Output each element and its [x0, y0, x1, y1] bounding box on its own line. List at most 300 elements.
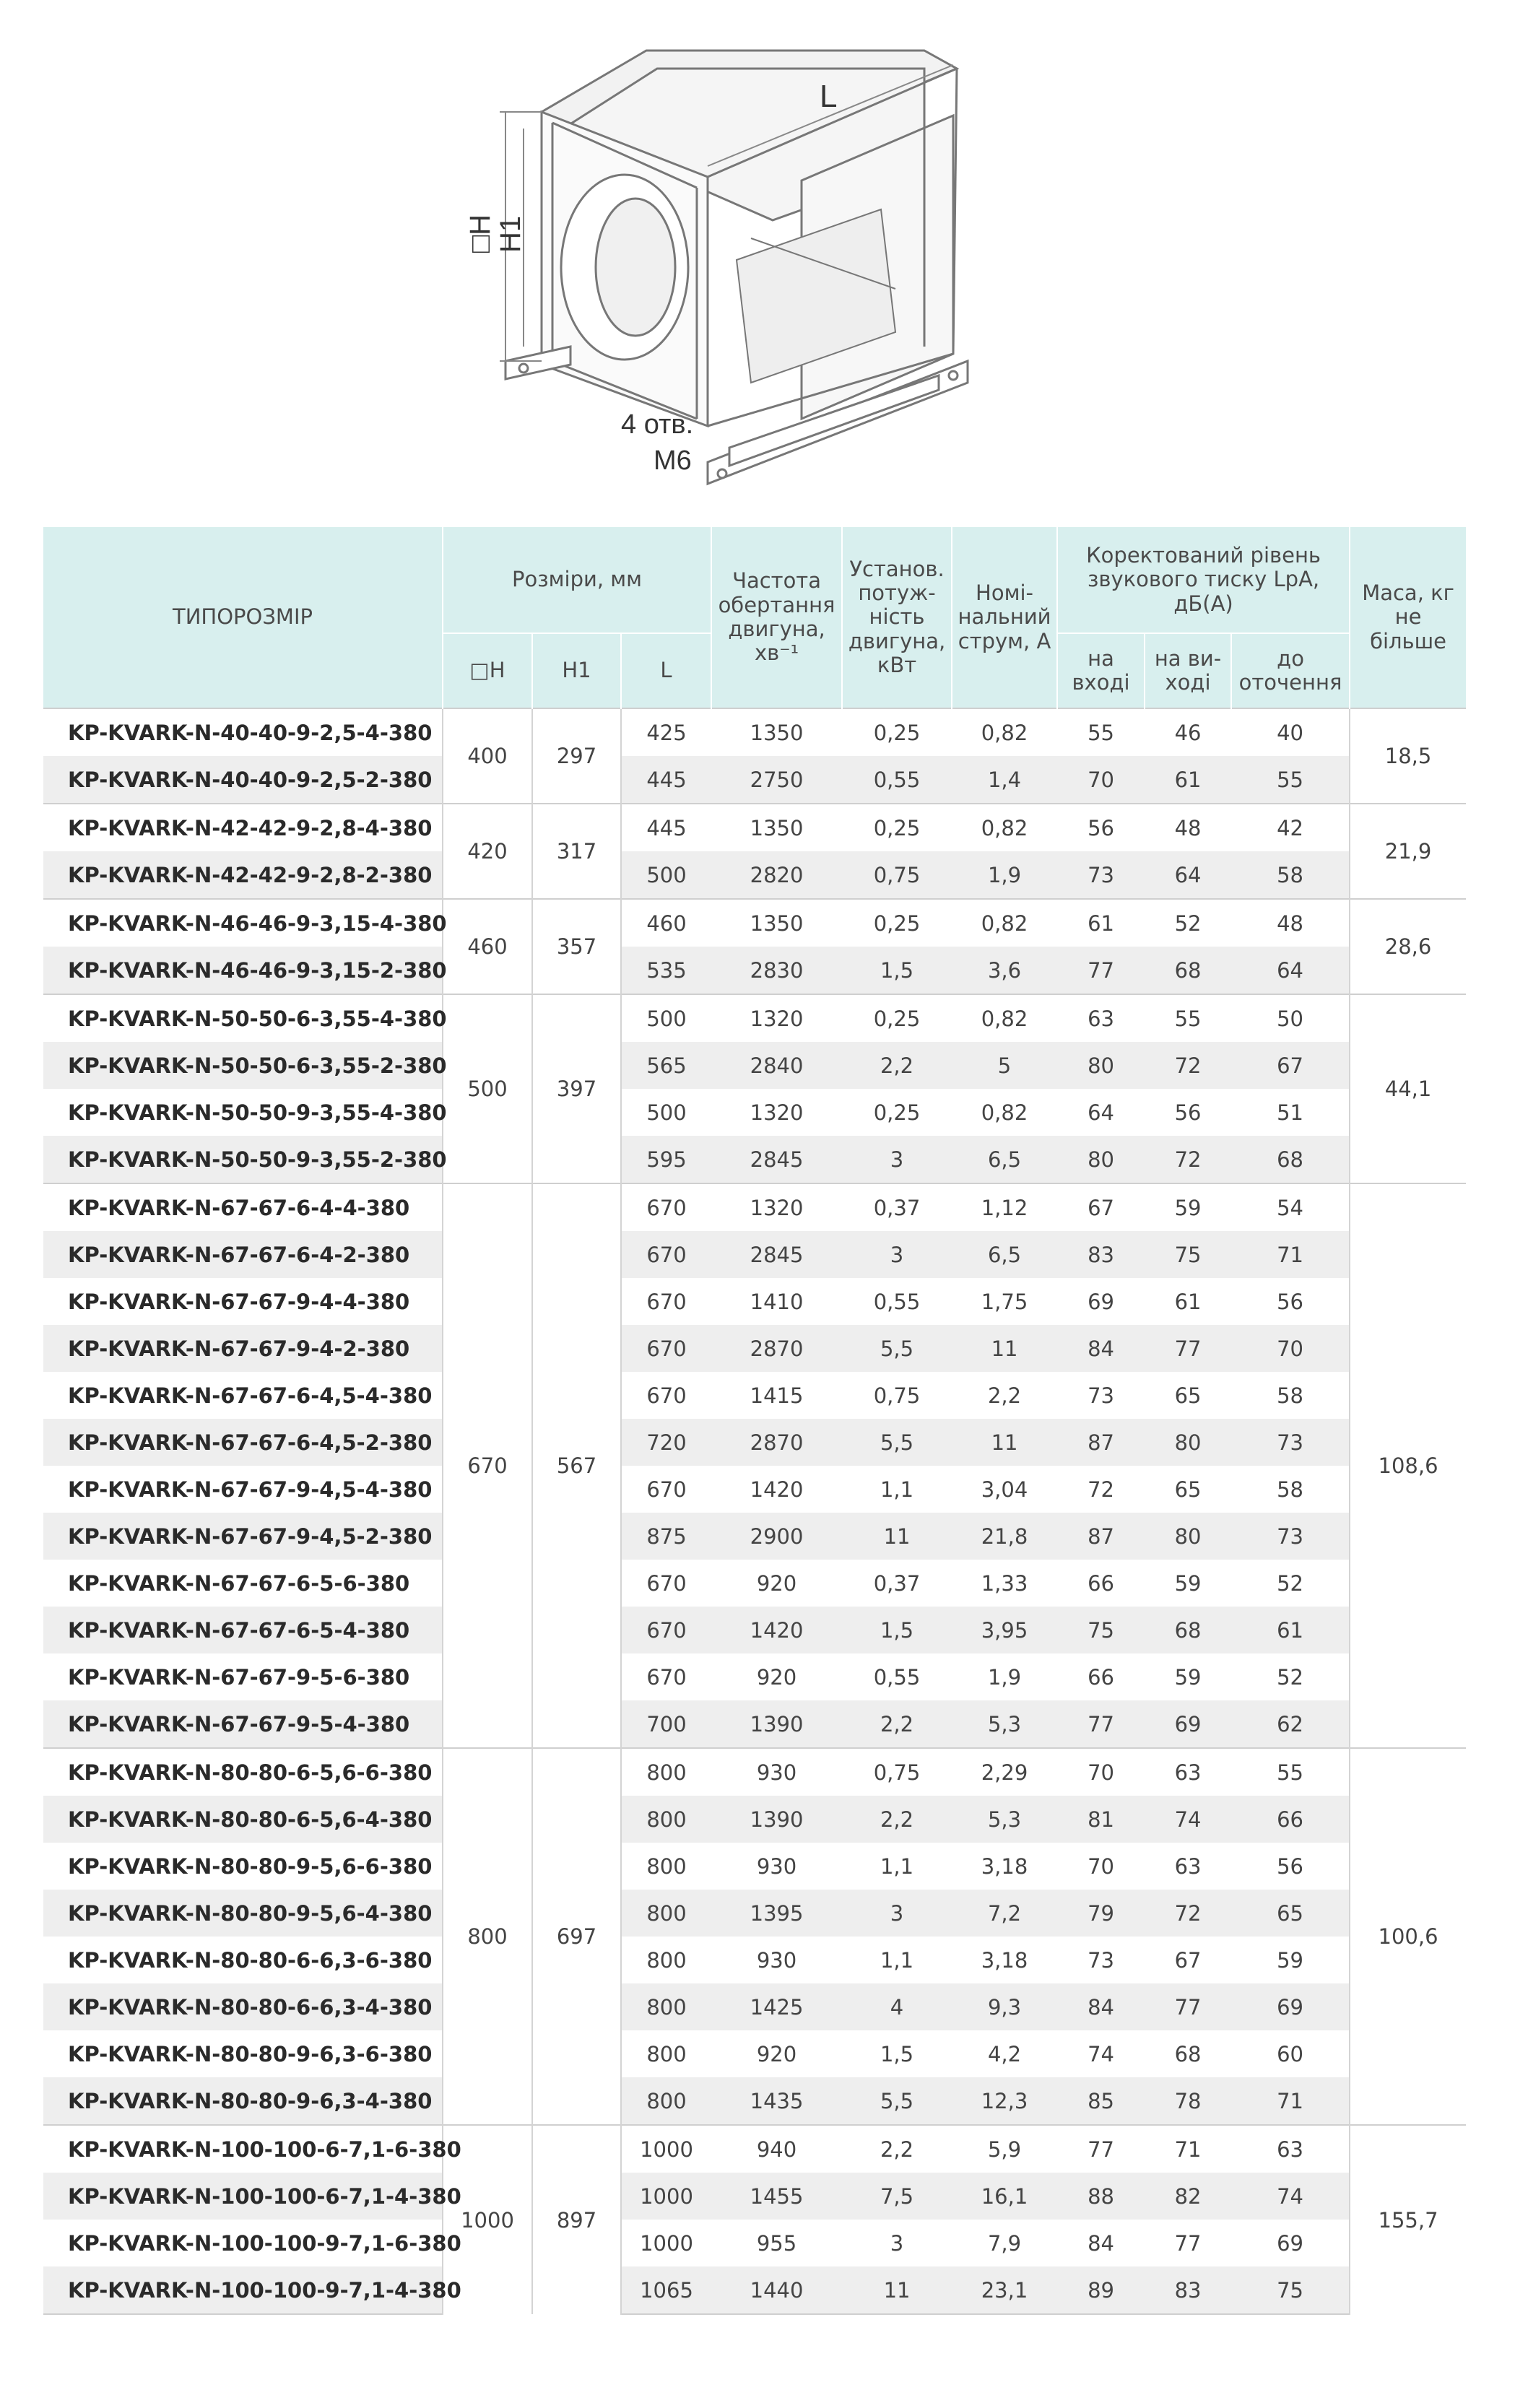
sound-env-cell: 62 [1231, 1700, 1350, 1748]
speed-cell: 1420 [711, 1607, 842, 1653]
sound-env-cell: 48 [1231, 899, 1350, 947]
table-row [43, 994, 1466, 1042]
sound-in-cell: 75 [1057, 1607, 1145, 1653]
power-cell: 7,5 [842, 2173, 952, 2220]
power-cell: 0,55 [873, 1664, 921, 1690]
dim-l-cell: 800 [646, 1947, 687, 1973]
mass-cell: 18,5 [1350, 708, 1466, 804]
sound-in-cell: 63 [1057, 994, 1145, 1042]
dim-l-cell: 445 [621, 756, 711, 804]
sound-out-cell: 77 [1145, 1983, 1231, 2030]
table-row [43, 947, 1466, 994]
sound-in-cell: 89 [1057, 2266, 1145, 2314]
dim-l-cell: 800 [621, 1890, 711, 1937]
power-cell: 0,55 [873, 1289, 921, 1314]
speed-cell: 2870 [711, 1419, 842, 1466]
dim-l-cell: 670 [621, 1231, 711, 1278]
speed-cell: 1395 [711, 1890, 842, 1937]
current-cell: 7,9 [987, 2230, 1022, 2256]
sound-out-cell: 46 [1145, 708, 1231, 756]
power-cell: 0,25 [842, 994, 952, 1042]
sound-in-cell: 79 [1057, 1890, 1145, 1937]
sound-out-cell: 56 [1174, 1100, 1202, 1125]
sound-in-cell: 84 [1088, 2230, 1114, 2256]
model-cell: KP-KVARK-N-100-100-6-7,1-4-380 [43, 2173, 443, 2220]
model-cell: KP-KVARK-N-67-67-9-5-4-380 [43, 1700, 443, 1748]
dim-l-cell: 595 [621, 1136, 711, 1183]
sound-out-cell: 63 [1174, 1853, 1202, 1879]
sound-out-cell: 72 [1145, 1136, 1231, 1183]
speed-cell: 1420 [750, 1477, 804, 1502]
speed-cell: 1390 [711, 1700, 842, 1748]
sound-env-cell: 52 [1277, 1570, 1303, 1596]
table-row [43, 1607, 1466, 1653]
power-cell: 1,5 [880, 2041, 914, 2066]
current-cell: 5,9 [952, 2125, 1057, 2173]
sound-in-cell: 70 [1057, 1748, 1145, 1796]
power-cell: 0,25 [873, 1100, 921, 1125]
model-cell: KP-KVARK-N-42-42-9-2,8-4-380 [43, 804, 443, 851]
speed-cell: 2820 [711, 851, 842, 899]
sound-in-cell: 80 [1057, 1042, 1145, 1089]
dim-l-cell: 800 [621, 1748, 711, 1796]
power-cell: 1,1 [880, 1947, 914, 1973]
header-power: Установ. потуж-ність двигуна, кВт [842, 527, 952, 708]
dim-h1-cell: 897 [532, 2125, 621, 2314]
mass-cell: 100,6 [1350, 1748, 1466, 2125]
sound-env-cell: 67 [1231, 1042, 1350, 1089]
current-cell: 2,29 [952, 1748, 1057, 1796]
table-row [43, 756, 1466, 804]
dim-l-cell: 670 [646, 1383, 687, 1408]
table-row [43, 1089, 1466, 1136]
header-model: ТИПОРОЗМІР [43, 527, 443, 708]
sound-env-cell: 66 [1231, 1796, 1350, 1843]
table-row [43, 1372, 1466, 1419]
dim-l-cell: 670 [646, 1570, 687, 1596]
sound-env-cell: 75 [1231, 2266, 1350, 2314]
table-row [43, 1700, 1466, 1748]
dim-l-cell: 460 [621, 899, 711, 947]
table-row [43, 1843, 1466, 1890]
model-cell: KP-KVARK-N-50-50-6-3,55-2-380 [43, 1042, 443, 1089]
header-dim-h1: H1 [532, 633, 621, 708]
dimension-h1-label: H1 [495, 215, 526, 253]
current-cell: 1,12 [952, 1183, 1057, 1231]
table-row [43, 1937, 1466, 1983]
sound-in-cell: 69 [1088, 1289, 1114, 1314]
sound-out-cell: 74 [1145, 1796, 1231, 1843]
power-cell: 11 [842, 1513, 952, 1560]
table-row [43, 1466, 1466, 1513]
spec-table-body [43, 708, 1466, 2314]
model-cell: KP-KVARK-N-50-50-9-3,55-4-380 [68, 1100, 447, 1125]
current-cell: 21,8 [952, 1513, 1057, 1560]
sound-in-cell: 87 [1057, 1419, 1145, 1466]
sound-env-cell: 73 [1231, 1513, 1350, 1560]
sound-in-cell: 56 [1057, 804, 1145, 851]
model-cell: KP-KVARK-N-50-50-9-3,55-2-380 [43, 1136, 443, 1183]
current-cell: 11 [952, 1325, 1057, 1372]
power-cell: 0,75 [873, 1383, 921, 1408]
sound-in-cell: 55 [1057, 708, 1145, 756]
dim-l-cell: 670 [646, 1477, 687, 1502]
dim-l-cell: 500 [621, 851, 711, 899]
sound-in-cell: 84 [1057, 1983, 1145, 2030]
sound-in-cell: 77 [1057, 2125, 1145, 2173]
sound-out-cell: 65 [1174, 1383, 1202, 1408]
power-cell: 1,5 [842, 1607, 952, 1653]
sound-out-cell: 59 [1145, 1183, 1231, 1231]
sound-env-cell: 56 [1277, 1853, 1303, 1879]
power-cell: 0,25 [842, 708, 952, 756]
sound-env-cell: 50 [1231, 994, 1350, 1042]
speed-cell: 955 [756, 2230, 797, 2256]
speed-cell: 1415 [750, 1383, 804, 1408]
sound-in-cell: 88 [1057, 2173, 1145, 2220]
header-dimensions: Розміри, мм [443, 527, 711, 633]
table-row [43, 1890, 1466, 1937]
model-cell: KP-KVARK-N-100-100-9-7,1-6-380 [68, 2230, 461, 2256]
sound-env-cell: 69 [1231, 1983, 1350, 2030]
model-cell: KP-KVARK-N-80-80-6-6,3-4-380 [43, 1983, 443, 2030]
speed-cell: 2840 [711, 1042, 842, 1089]
power-cell: 1,1 [880, 1853, 914, 1879]
sound-out-cell: 61 [1174, 1289, 1202, 1314]
sound-out-cell: 67 [1174, 1947, 1202, 1973]
header-mass: Маса, кг не більше [1350, 527, 1466, 708]
sound-env-cell: 60 [1277, 2041, 1303, 2066]
header-sound-out: на ви-ході [1145, 633, 1231, 708]
current-cell: 0,82 [952, 899, 1057, 947]
model-cell: KP-KVARK-N-67-67-6-4,5-2-380 [43, 1419, 443, 1466]
speed-cell: 930 [756, 1947, 797, 1973]
speed-cell: 940 [711, 2125, 842, 2173]
sound-out-cell: 80 [1145, 1419, 1231, 1466]
model-cell: KP-KVARK-N-42-42-9-2,8-2-380 [43, 851, 443, 899]
header-dim-h: □H [443, 633, 532, 708]
sound-in-cell: 77 [1057, 947, 1145, 994]
dim-h-cell: 420 [443, 804, 532, 899]
power-cell: 5,5 [842, 2077, 952, 2125]
dim-l-cell: 535 [621, 947, 711, 994]
table-row [43, 804, 1466, 851]
sound-in-cell: 80 [1057, 1136, 1145, 1183]
header-speed: Частота обертання двигуна, хв⁻¹ [711, 527, 842, 708]
sound-env-cell: 54 [1231, 1183, 1350, 1231]
dim-l-cell: 800 [646, 1853, 687, 1879]
sound-env-cell: 42 [1231, 804, 1350, 851]
mass-cell: 21,9 [1350, 804, 1466, 899]
sound-out-cell: 80 [1145, 1513, 1231, 1560]
power-cell: 2,2 [842, 2125, 952, 2173]
model-cell: KP-KVARK-N-50-50-6-3,55-4-380 [43, 994, 443, 1042]
sound-out-cell: 48 [1145, 804, 1231, 851]
table-row [43, 2220, 1466, 2266]
speed-cell: 1320 [750, 1100, 804, 1125]
dim-l-cell: 565 [621, 1042, 711, 1089]
speed-cell: 1440 [711, 2266, 842, 2314]
table-row [43, 2125, 1466, 2173]
current-cell: 3,18 [981, 1947, 1028, 1973]
sound-env-cell: 51 [1277, 1100, 1303, 1125]
current-cell: 7,2 [952, 1890, 1057, 1937]
table-row [43, 1983, 1466, 2030]
sound-in-cell: 83 [1057, 1231, 1145, 1278]
model-cell: KP-KVARK-N-100-100-9-7,1-4-380 [43, 2266, 443, 2314]
dim-l-cell: 800 [621, 1983, 711, 2030]
dim-l-cell: 670 [646, 1289, 687, 1314]
sound-env-cell: 64 [1231, 947, 1350, 994]
model-cell: KP-KVARK-N-46-46-9-3,15-2-380 [43, 947, 443, 994]
sound-env-cell: 58 [1231, 851, 1350, 899]
sound-out-cell: 72 [1145, 1042, 1231, 1089]
table-row [43, 708, 1466, 756]
sound-env-cell: 58 [1277, 1477, 1303, 1502]
sound-env-cell: 70 [1231, 1325, 1350, 1372]
sound-out-cell: 52 [1145, 899, 1231, 947]
power-cell: 5,5 [842, 1325, 952, 1372]
sound-out-cell: 78 [1145, 2077, 1231, 2125]
model-cell: KP-KVARK-N-40-40-9-2,5-4-380 [43, 708, 443, 756]
sound-out-cell: 71 [1145, 2125, 1231, 2173]
current-cell: 4,2 [987, 2041, 1022, 2066]
current-cell: 0,82 [952, 708, 1057, 756]
table-row [43, 2266, 1466, 2314]
sound-out-cell: 68 [1174, 2041, 1202, 2066]
sound-env-cell: 71 [1231, 1231, 1350, 1278]
mass-cell: 44,1 [1350, 994, 1466, 1183]
dim-l-cell: 1000 [640, 2230, 693, 2256]
dim-h1-cell: 397 [532, 994, 621, 1183]
sound-out-cell: 59 [1174, 1664, 1202, 1690]
sound-out-cell: 68 [1145, 1607, 1231, 1653]
speed-cell: 920 [756, 1570, 797, 1596]
dim-h-cell: 800 [443, 1748, 532, 2125]
current-cell: 1,33 [981, 1570, 1028, 1596]
speed-cell: 930 [756, 1853, 797, 1879]
model-cell: KP-KVARK-N-80-80-9-5,6-6-380 [68, 1853, 433, 1879]
model-cell: KP-KVARK-N-80-80-6-6,3-6-380 [68, 1947, 433, 1973]
model-cell: KP-KVARK-N-80-80-6-5,6-6-380 [43, 1748, 443, 1796]
power-cell: 4 [842, 1983, 952, 2030]
dim-l-cell: 720 [621, 1419, 711, 1466]
bolt-label: M6 [654, 445, 692, 476]
power-cell: 0,25 [842, 899, 952, 947]
power-cell: 1,1 [880, 1477, 914, 1502]
dim-l-cell: 800 [621, 1796, 711, 1843]
mass-cell: 28,6 [1350, 899, 1466, 994]
table-row [43, 899, 1466, 947]
dimension-l-label: L [820, 79, 838, 114]
model-cell: KP-KVARK-N-80-80-6-5,6-4-380 [43, 1796, 443, 1843]
sound-in-cell: 66 [1088, 1570, 1114, 1596]
mass-cell: 155,7 [1350, 2125, 1466, 2314]
current-cell: 1,9 [987, 1664, 1022, 1690]
dim-l-cell: 670 [646, 1664, 687, 1690]
header-sound-in: на вході [1057, 633, 1145, 708]
speed-cell: 2900 [711, 1513, 842, 1560]
current-cell: 3,04 [981, 1477, 1028, 1502]
table-row [43, 2173, 1466, 2220]
sound-out-cell: 65 [1174, 1477, 1202, 1502]
power-cell: 3 [842, 1136, 952, 1183]
dim-l-cell: 500 [621, 994, 711, 1042]
header-sound-env: до оточення [1231, 633, 1350, 708]
speed-cell: 1320 [711, 1183, 842, 1231]
current-cell: 9,3 [952, 1983, 1057, 2030]
model-cell: KP-KVARK-N-67-67-9-4-4-380 [68, 1289, 410, 1314]
current-cell: 2,2 [987, 1383, 1022, 1408]
sound-env-cell: 52 [1277, 1664, 1303, 1690]
power-cell: 0,37 [873, 1570, 921, 1596]
model-cell: KP-KVARK-N-80-80-9-6,3-4-380 [43, 2077, 443, 2125]
current-cell: 0,82 [981, 1100, 1028, 1125]
table-row [43, 1042, 1466, 1089]
table-row [43, 1278, 1466, 1325]
dim-l-cell: 700 [621, 1700, 711, 1748]
sound-env-cell: 59 [1277, 1947, 1303, 1973]
header-sound: Коректований рівень звукового тиску LpA, дБ(А) [1057, 527, 1350, 633]
current-cell: 1,4 [952, 756, 1057, 804]
sound-out-cell: 69 [1145, 1700, 1231, 1748]
dim-l-cell: 670 [621, 1183, 711, 1231]
holes-label: 4 отв. [621, 409, 694, 440]
speed-cell: 1410 [750, 1289, 804, 1314]
dim-l-cell: 670 [621, 1325, 711, 1372]
speed-cell: 920 [756, 1664, 797, 1690]
table-row [43, 1231, 1466, 1278]
power-cell: 3 [842, 1231, 952, 1278]
speed-cell: 1435 [711, 2077, 842, 2125]
dim-l-cell: 875 [621, 1513, 711, 1560]
current-cell: 5 [952, 1042, 1057, 1089]
power-cell: 3 [842, 1890, 952, 1937]
table-row [43, 1560, 1466, 1607]
model-cell: KP-KVARK-N-67-67-9-4,5-4-380 [68, 1477, 433, 1502]
dim-h-cell: 1000 [443, 2125, 532, 2314]
dim-l-cell: 1065 [621, 2266, 711, 2314]
speed-cell: 2845 [711, 1231, 842, 1278]
sound-in-cell: 64 [1088, 1100, 1114, 1125]
sound-out-cell: 72 [1145, 1890, 1231, 1937]
power-cell: 2,2 [842, 1796, 952, 1843]
table-row [43, 1136, 1466, 1183]
current-cell: 0,82 [952, 994, 1057, 1042]
sound-in-cell: 73 [1088, 1383, 1114, 1408]
table-row [43, 1748, 1466, 1796]
model-cell: KP-KVARK-N-80-80-9-6,3-6-380 [68, 2041, 433, 2066]
current-cell: 1,75 [981, 1289, 1028, 1314]
table-row [43, 1325, 1466, 1372]
model-cell: KP-KVARK-N-67-67-9-4,5-2-380 [43, 1513, 443, 1560]
current-cell: 5,3 [952, 1796, 1057, 1843]
table-row [43, 1419, 1466, 1466]
mass-cell: 108,6 [1350, 1183, 1466, 1748]
sound-env-cell: 61 [1231, 1607, 1350, 1653]
dim-l-cell: 500 [646, 1100, 687, 1125]
sound-in-cell: 67 [1057, 1183, 1145, 1231]
sound-out-cell: 82 [1145, 2173, 1231, 2220]
model-cell: KP-KVARK-N-67-67-9-4-2-380 [43, 1325, 443, 1372]
current-cell: 12,3 [952, 2077, 1057, 2125]
table-row [43, 1653, 1466, 1700]
current-cell: 3,18 [981, 1853, 1028, 1879]
speed-cell: 2830 [711, 947, 842, 994]
model-cell: KP-KVARK-N-67-67-6-5-4-380 [43, 1607, 443, 1653]
power-cell: 1,5 [842, 947, 952, 994]
model-cell: KP-KVARK-N-80-80-9-5,6-4-380 [43, 1890, 443, 1937]
speed-cell: 2750 [711, 756, 842, 804]
current-cell: 6,5 [952, 1231, 1057, 1278]
speed-cell: 1350 [711, 804, 842, 851]
dim-h-cell: 500 [443, 994, 532, 1183]
dim-l-cell: 425 [621, 708, 711, 756]
sound-in-cell: 87 [1057, 1513, 1145, 1560]
sound-out-cell: 64 [1145, 851, 1231, 899]
sound-out-cell: 59 [1174, 1570, 1202, 1596]
speed-cell: 1425 [711, 1983, 842, 2030]
sound-out-cell: 83 [1145, 2266, 1231, 2314]
power-cell: 0,37 [842, 1183, 952, 1231]
speed-cell: 920 [756, 2041, 797, 2066]
model-cell: KP-KVARK-N-40-40-9-2,5-2-380 [43, 756, 443, 804]
table-row [43, 851, 1466, 899]
sound-in-cell: 66 [1088, 1664, 1114, 1690]
dim-h1-cell: 357 [532, 899, 621, 994]
sound-env-cell: 55 [1231, 1748, 1350, 1796]
power-cell: 3 [890, 2230, 904, 2256]
spec-table [43, 527, 1466, 2315]
speed-cell: 1455 [711, 2173, 842, 2220]
sound-in-cell: 61 [1057, 899, 1145, 947]
speed-cell: 1320 [711, 994, 842, 1042]
sound-out-cell: 77 [1145, 1325, 1231, 1372]
dim-h1-cell: 297 [532, 708, 621, 804]
sound-env-cell: 69 [1277, 2230, 1303, 2256]
speed-cell: 1350 [711, 708, 842, 756]
model-cell: KP-KVARK-N-67-67-9-5-6-380 [68, 1664, 410, 1690]
speed-cell: 1390 [711, 1796, 842, 1843]
dim-h-cell: 460 [443, 899, 532, 994]
power-cell: 11 [842, 2266, 952, 2314]
sound-env-cell: 74 [1231, 2173, 1350, 2220]
current-cell: 5,3 [952, 1700, 1057, 1748]
power-cell: 0,75 [842, 851, 952, 899]
header-current: Номі-нальний струм, А [952, 527, 1057, 708]
model-cell: KP-KVARK-N-67-67-6-4,5-4-380 [68, 1383, 433, 1408]
dim-l-cell: 1000 [621, 2125, 711, 2173]
dim-l-cell: 670 [621, 1607, 711, 1653]
sound-in-cell: 85 [1057, 2077, 1145, 2125]
speed-cell: 2870 [711, 1325, 842, 1372]
power-cell: 0,55 [842, 756, 952, 804]
current-cell: 11 [952, 1419, 1057, 1466]
dim-l-cell: 800 [621, 2077, 711, 2125]
current-cell: 16,1 [952, 2173, 1057, 2220]
dim-h1-cell: 697 [532, 1748, 621, 2125]
current-cell: 3,6 [952, 947, 1057, 994]
dim-h1-cell: 317 [532, 804, 621, 899]
sound-env-cell: 58 [1277, 1383, 1303, 1408]
sound-in-cell: 70 [1057, 756, 1145, 804]
dim-h-cell: 400 [443, 708, 532, 804]
power-cell: 0,25 [842, 804, 952, 851]
table-row [43, 2077, 1466, 2125]
sound-in-cell: 70 [1088, 1853, 1114, 1879]
sound-env-cell: 63 [1231, 2125, 1350, 2173]
speed-cell: 930 [711, 1748, 842, 1796]
